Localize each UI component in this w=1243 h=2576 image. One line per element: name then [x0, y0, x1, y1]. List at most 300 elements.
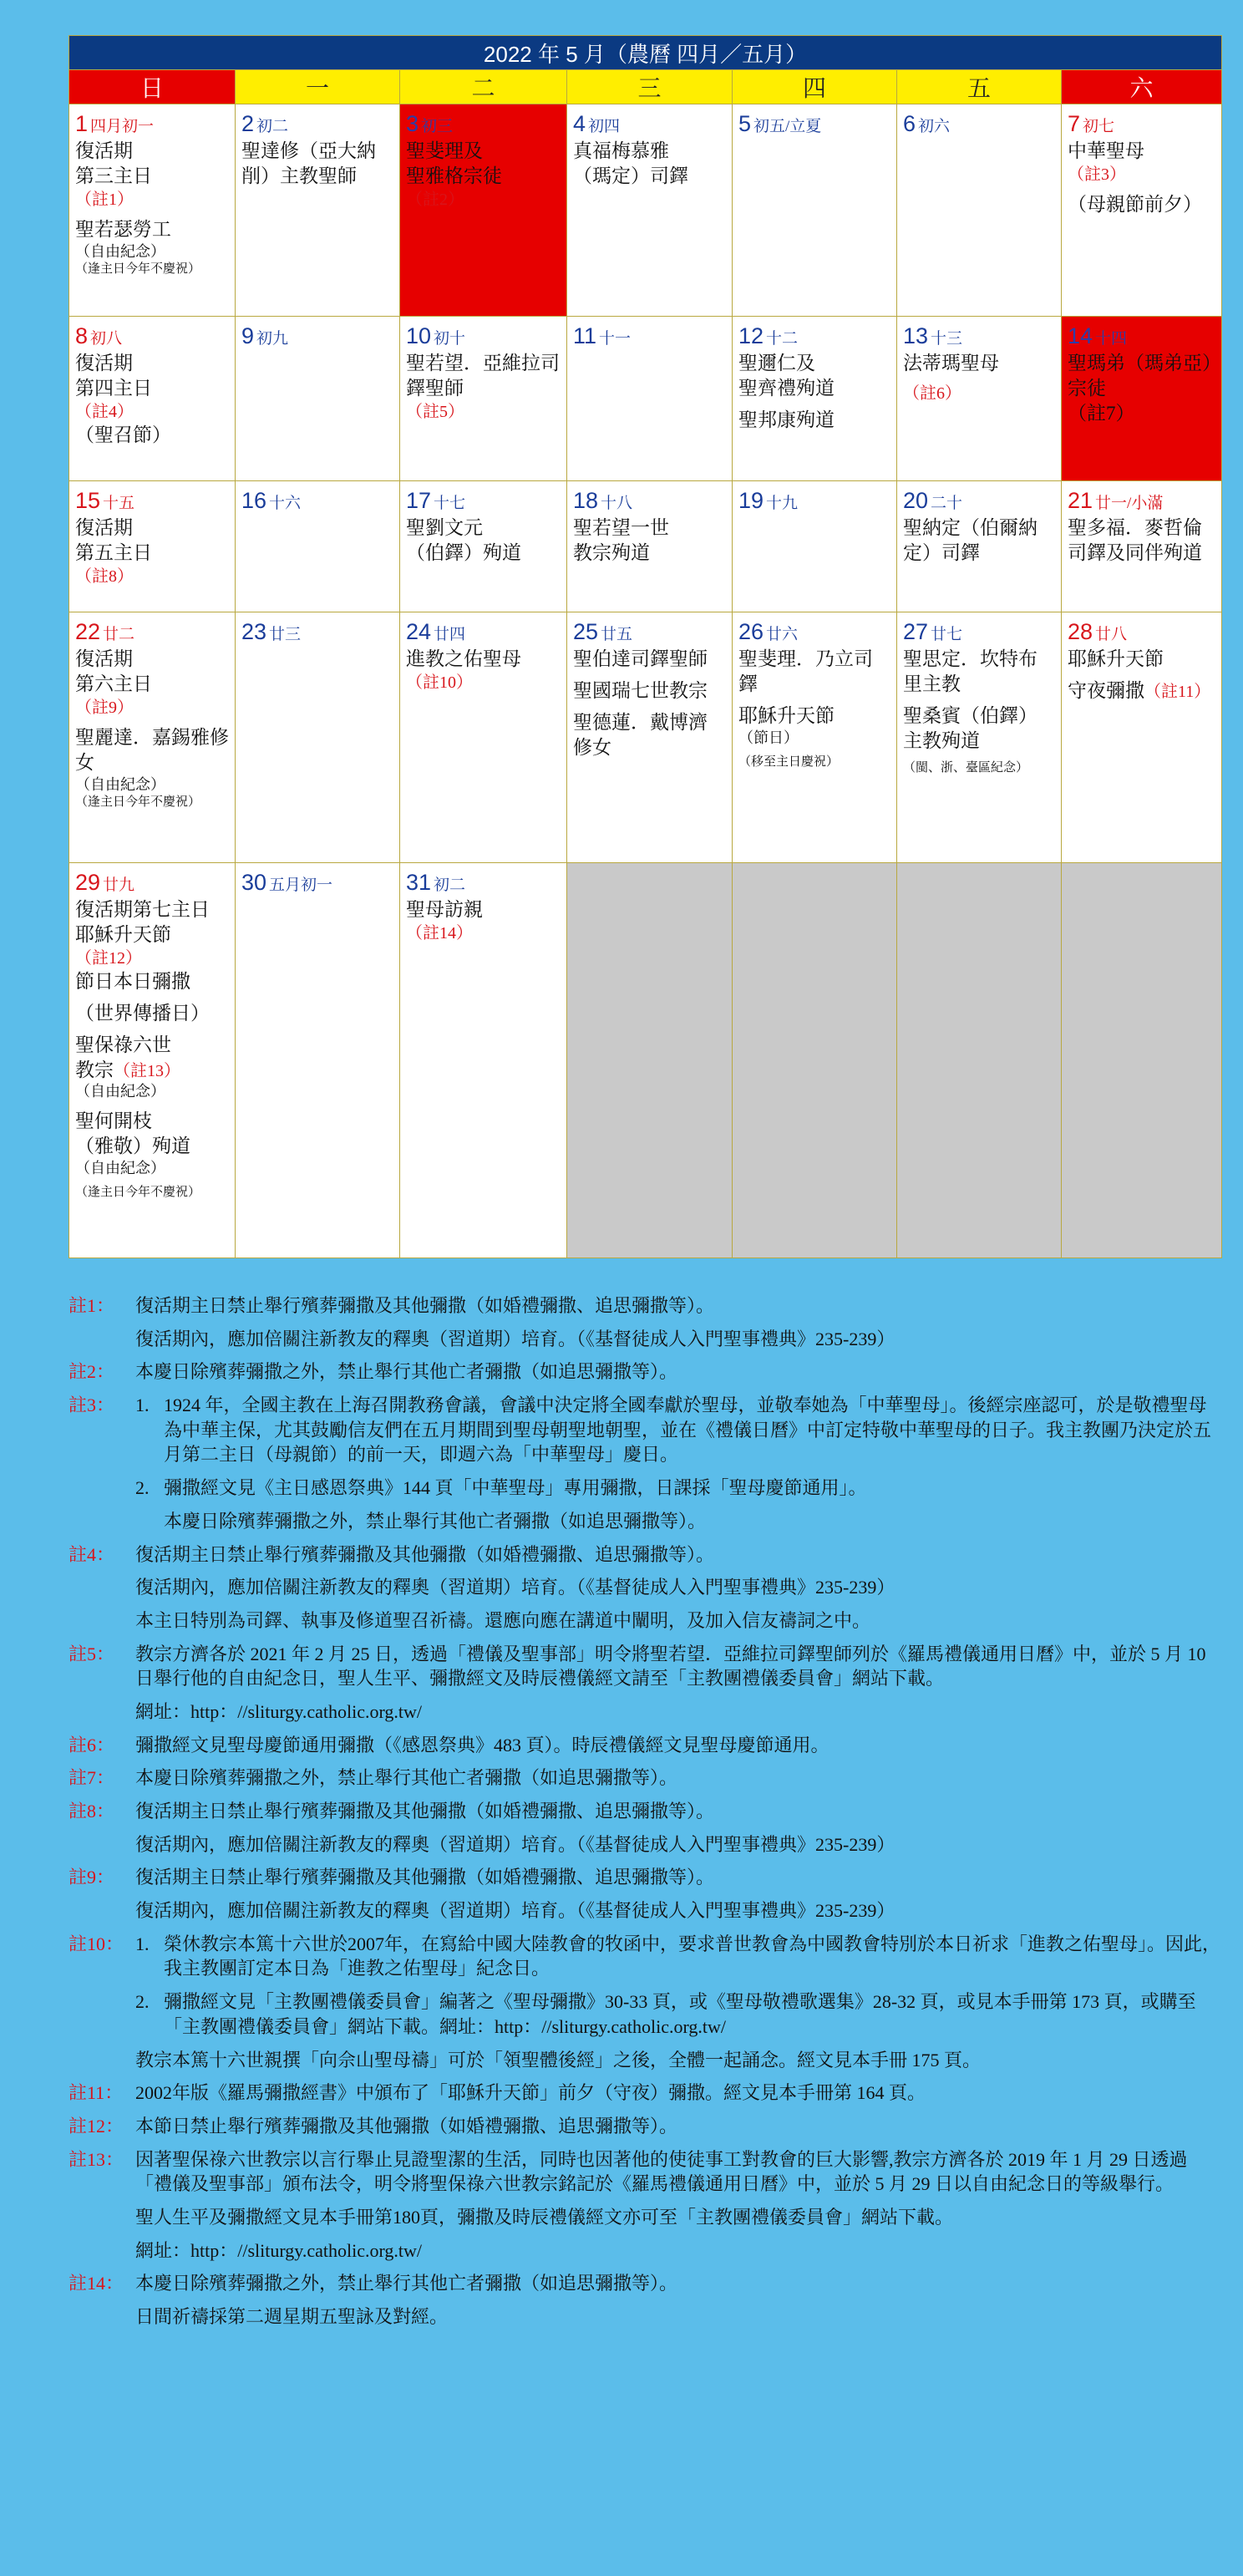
day-event: 耶穌升天節	[1068, 648, 1164, 670]
day-event: 聖邦康殉道	[738, 409, 835, 430]
footnote-text: 2002年版《羅馬彌撒經書》中頒布了「耶穌升天節」前夕（守夜）彌撒。經文見本手冊第 164 頁。	[135, 2082, 926, 2104]
day-event: （逢主日今年不慶祝）	[75, 262, 201, 277]
day-header	[406, 322, 561, 351]
day-number: 30	[241, 870, 267, 895]
lunar-date: 十九	[766, 495, 799, 512]
day-event: （自由紀念）	[75, 1159, 165, 1176]
day-event: 第四主日	[75, 377, 152, 399]
footnote-subitem-body	[164, 1393, 1221, 1467]
footnote-ref: （註9）	[75, 698, 134, 717]
day-number: 3	[406, 111, 419, 136]
weekday-header-cell: 日	[69, 70, 236, 104]
day-event: （移至主日慶祝）	[738, 755, 840, 770]
lunar-date: 十四	[1095, 330, 1128, 348]
footnote-subitem-body	[164, 1476, 1221, 1533]
day-header	[1068, 486, 1215, 516]
calendar-day-cell	[400, 317, 567, 481]
lunar-date: 初二	[434, 876, 466, 894]
footnote-text: 聖人生平及彌撒經文見本手冊第180頁，彌撒及時辰禮儀經文亦可至「主教團禮儀委員會」網站下載。	[135, 2206, 954, 2228]
footnote-subitem-number: 2.	[135, 1991, 150, 2013]
footnote-text: 本主日特別為司鐸、執事及修道聖召祈禱。還應向應在講道中闡明，及加入信友禱詞之中。	[135, 1609, 871, 1631]
day-header	[573, 486, 726, 516]
day-event: 聖若瑟勞工	[75, 218, 171, 240]
footnote	[68, 2114, 1221, 2139]
day-number: 15	[75, 488, 101, 513]
footnote	[68, 1865, 1221, 1923]
day-number: 26	[738, 619, 764, 644]
day-header	[75, 486, 229, 516]
day-event: 真福梅慕雅	[573, 140, 669, 162]
day-event: 第五主日	[75, 541, 152, 563]
lunar-date: 廿五	[601, 626, 633, 643]
calendar-empty-cell	[733, 863, 897, 1258]
footnote-text: 復活期內，應加倍關注新教友的釋奧（習道期）培育。（《基督徒成人入門聖事禮典》235-239）	[135, 1577, 895, 1598]
footnote-text: 復活期主日禁止舉行殯葬彌撒及其他彌撒（如婚禮彌撒、追思彌撒等）。	[135, 1543, 715, 1565]
lunar-date: 十五	[103, 495, 135, 512]
weekday-header-cell: 三	[567, 70, 733, 104]
day-number: 24	[406, 619, 432, 644]
calendar-week-row	[69, 481, 1222, 612]
day-number: 21	[1068, 488, 1093, 513]
day-event: 法蒂瑪聖母	[903, 353, 999, 374]
calendar-day-cell	[733, 317, 897, 481]
day-event: 聖國瑞七世教宗	[573, 679, 708, 701]
footnote-subitem-body	[164, 1989, 1221, 2039]
day-number: 18	[573, 488, 599, 513]
day-header	[573, 617, 726, 647]
footnote-text: 彌撒經文見「主教團禮儀委員會」編著之《聖母彌撒》30-33 頁，或《聖母敬禮歌選集》28-32 頁，或見本手冊第 173 頁，或購至「主教團禮儀委員會」網站下載。網址：http：//sliturgy.catholic.org.tw/	[164, 1991, 1196, 2037]
footnote-body	[135, 1865, 1221, 1923]
day-header	[241, 322, 393, 351]
day-event: （逢主日今年不慶祝）	[75, 1186, 201, 1199]
calendar-day-cell	[69, 863, 236, 1258]
footnote-body	[135, 1766, 1221, 1791]
lunar-date: 廿七	[931, 626, 963, 643]
footnote-label: 註1：	[68, 1295, 115, 1316]
lunar-date: 廿九	[103, 876, 135, 894]
calendar-day-cell	[897, 612, 1062, 863]
weekday-header-cell: 六	[1062, 70, 1222, 104]
footnote-body	[135, 1642, 1221, 1725]
day-event: 聖若望一世	[573, 517, 669, 539]
day-header	[241, 109, 393, 139]
footnote-text: 1924 年，全國主教在上海召開教務會議，會議中決定將全國奉獻於聖母，並敬奉她為「中華聖母」。後經宗座認可，於是敬禮聖母為中華主保，尤其鼓勵信友們在五月期間到聖母朝聖地朝聖，並在《禮儀日曆》中訂定特敬中華聖母的日子。我主教團乃決定於五月第二主日（母親節）的前一天，即週六為「中華聖母」慶日。	[164, 1395, 1212, 1466]
footnote-text: 本慶日除殯葬彌撒之外，禁止舉行其他亡者彌撒（如追思彌撒等）。	[135, 2273, 678, 2294]
footnote-ref: （註8）	[75, 567, 134, 586]
footnote-label: 註10：	[68, 1933, 124, 1954]
day-header	[75, 322, 229, 351]
day-header	[1068, 322, 1215, 351]
footnote-label: 註4：	[68, 1543, 115, 1565]
footnote-ref: （註3）	[1068, 165, 1126, 184]
footnote-ref: （註5）	[406, 402, 464, 421]
footnote-label: 註11：	[68, 2082, 124, 2104]
calendar-day-cell	[1062, 612, 1222, 863]
footnote-text: 本慶日除殯葬彌撒之外，禁止舉行其他亡者彌撒（如追思彌撒等）。	[135, 1361, 678, 1383]
day-number: 9	[241, 323, 255, 348]
day-number: 17	[406, 488, 432, 513]
footnote-text: 復活期內，應加倍關注新教友的釋奧（習道期）培育。（《基督徒成人入門聖事禮典》235-239）	[135, 1833, 895, 1855]
footnote-subitem	[135, 1989, 1221, 2039]
day-event: 聖麗達．嘉錫雅修女	[75, 726, 229, 773]
day-number: 28	[1068, 619, 1093, 644]
day-number: 4	[573, 111, 586, 136]
lunar-date: 廿八	[1095, 626, 1128, 643]
footnote	[68, 2147, 1221, 2264]
footnote-text: 復活期內，應加倍關注新教友的釋奧（習道期）培育。（《基督徒成人入門聖事禮典》235-239）	[135, 1328, 895, 1349]
weekday-header-cell: 五	[897, 70, 1062, 104]
lunar-date: 四月初一	[90, 118, 155, 135]
day-event: 聖納定（伯爾納定）司鐸	[903, 517, 1038, 563]
day-event: 第三主日	[75, 165, 152, 186]
day-number: 13	[903, 323, 929, 348]
footnote-subitem-number: 1.	[135, 1933, 150, 1954]
footnote-label: 註5：	[68, 1643, 115, 1664]
lunar-date: 初十	[434, 330, 466, 348]
footnote-body	[135, 1359, 1221, 1385]
day-number: 25	[573, 619, 599, 644]
footnote-ref: （註4）	[75, 402, 134, 421]
day-event	[75, 1058, 229, 1083]
day-header	[738, 486, 890, 516]
footnote-text: 本節日禁止舉行殯葬彌撒及其他彌撒（如婚禮彌撒、追思彌撒等）。	[135, 2115, 678, 2137]
day-event: 聖雅格宗徒	[406, 165, 502, 186]
day-event: 聖德蓮．戴博濟修女	[573, 711, 708, 758]
footnote-text: 網址：http：//sliturgy.catholic.org.tw/	[135, 1700, 423, 1722]
calendar-day-cell	[1062, 104, 1222, 317]
footnote	[68, 1293, 1221, 1351]
calendar-day-cell	[69, 612, 236, 863]
calendar-day-cell	[400, 104, 567, 317]
calendar-body	[69, 104, 1222, 1258]
day-number: 2	[241, 111, 255, 136]
footnote	[68, 1642, 1221, 1725]
day-event: （世界傳播日）	[75, 1002, 210, 1024]
footnote-ref: （註1）	[75, 190, 134, 209]
day-number: 7	[1068, 111, 1081, 136]
footnote-text: 復活期主日禁止舉行殯葬彌撒及其他彌撒（如婚禮彌撒、追思彌撒等）。	[135, 1295, 715, 1316]
calendar-day-cell	[400, 863, 567, 1258]
day-header	[406, 486, 561, 516]
footnote-label: 註2：	[68, 1361, 115, 1383]
footnote-ref: （註12）	[75, 948, 142, 968]
day-event: 聖母訪親	[406, 899, 483, 921]
footnote	[68, 1766, 1221, 1791]
calendar-day-cell	[236, 481, 400, 612]
day-number: 11	[573, 323, 597, 348]
calendar-day-cell	[400, 612, 567, 863]
day-event: （節日）	[738, 729, 799, 746]
footnote	[68, 1393, 1221, 1533]
footnote-body	[135, 2114, 1221, 2139]
day-header	[241, 486, 393, 516]
day-event: 聖桑賓（伯鐸）主教殉道	[903, 704, 1038, 751]
day-event: 聖何開枝	[75, 1110, 152, 1131]
footnote-body	[135, 1932, 1221, 2072]
footnote-ref: （註14）	[406, 923, 473, 943]
day-event: （伯鐸）殉道	[406, 541, 521, 563]
footnote-subitem	[135, 1932, 1221, 1981]
footnote-text: 網址：http：//sliturgy.catholic.org.tw/	[135, 2239, 423, 2261]
day-header	[406, 617, 561, 647]
calendar-day-cell	[567, 612, 733, 863]
footnote-ref: （註6）	[903, 384, 961, 403]
day-event: 聖斐理及	[406, 140, 483, 162]
calendar-day-cell	[236, 317, 400, 481]
day-event: 復活期	[75, 517, 133, 539]
calendar-day-cell	[567, 104, 733, 317]
day-header	[1068, 617, 1215, 647]
calendar-week-row	[69, 104, 1222, 317]
footnote-label: 註9：	[68, 1867, 115, 1888]
footnote-text: 教宗方濟各於 2021 年 2 月 25 日，透過「禮儀及聖事部」明令將聖若望．亞維拉司鐸聖師列於《羅馬禮儀通用日曆》中，並於 5 月 10 日舉行他的自由紀念日，聖人生平、彌撒經文及時辰禮儀經文請至「主教團禮儀委員會」網站下載。	[135, 1643, 1206, 1689]
footnote-body	[135, 1799, 1221, 1857]
day-event: 復活期第七主日	[75, 899, 210, 921]
footnote-subitem	[135, 1476, 1221, 1533]
lunar-date: 五月初一	[269, 876, 333, 894]
footnote	[68, 1359, 1221, 1385]
day-event: （註7）	[1068, 402, 1135, 424]
day-event: （瑪定）司鐸	[573, 165, 688, 186]
day-event: 聖斐理．乃立司鐸	[738, 648, 873, 694]
day-header	[241, 868, 393, 897]
calendar-day-cell	[897, 104, 1062, 317]
calendar-day-cell	[733, 612, 897, 863]
day-event: （閩、浙、臺區紀念）	[903, 760, 1029, 775]
footnote-body	[135, 1733, 1221, 1758]
day-number: 14	[1068, 323, 1093, 348]
calendar-week-row	[69, 612, 1222, 863]
day-header	[738, 109, 890, 139]
footnote	[68, 2081, 1221, 2106]
day-number: 10	[406, 323, 432, 348]
day-event: 復活期	[75, 648, 133, 670]
day-header	[75, 109, 229, 139]
day-event: （自由紀念）	[75, 1083, 165, 1100]
calendar-day-cell	[1062, 317, 1222, 481]
footnote-body	[135, 2271, 1221, 2329]
day-event: 復活期	[75, 353, 133, 374]
footnote-label: 註8：	[68, 1801, 115, 1821]
lunar-date: 初六	[918, 118, 951, 135]
day-header	[738, 322, 890, 351]
calendar-day-cell	[567, 317, 733, 481]
day-header	[738, 617, 890, 647]
footnote-text: 教宗本篤十六世親撰「向佘山聖母禱」可於「領聖體後經」之後，全體一起誦念。經文見本手冊 175 頁。	[135, 2049, 982, 2070]
footnote-text: 復活期主日禁止舉行殯葬彌撒及其他彌撒（如婚禮彌撒、追思彌撒等）。	[135, 1801, 715, 1821]
footnote-ref: （註11）	[1144, 682, 1211, 701]
footnote-label: 註14：	[68, 2273, 124, 2294]
lunar-date: 初八	[90, 330, 123, 348]
footnote-text: 復活期內，應加倍關注新教友的釋奧（習道期）培育。（《基督徒成人入門聖事禮典》235-239）	[135, 1900, 895, 1922]
calendar-empty-cell	[897, 863, 1062, 1258]
calendar-day-cell	[236, 104, 400, 317]
day-header	[573, 109, 726, 139]
day-event: 聖保祿六世	[75, 1034, 171, 1055]
lunar-date: 十六	[269, 495, 302, 512]
day-event: 聖劉文元	[406, 517, 483, 539]
footnote-ref: （註2）	[406, 190, 464, 209]
day-event: 聖齊禮殉道	[738, 377, 835, 399]
lunar-date: 初二	[256, 118, 289, 135]
day-event: 聖多福．麥哲倫司鐸及同伴殉道	[1068, 517, 1202, 563]
calendar-day-cell	[69, 104, 236, 317]
lunar-date: 初七	[1083, 118, 1115, 135]
footnote-label: 註3：	[68, 1395, 115, 1416]
footnote	[68, 1733, 1221, 1758]
day-header	[903, 617, 1055, 647]
day-event: 聖瑪弟（瑪弟亞）宗徒	[1068, 353, 1212, 399]
footnote-body	[135, 1293, 1221, 1351]
calendar-day-cell	[897, 317, 1062, 481]
lunar-date: 廿四	[434, 626, 466, 643]
lunar-date: 十八	[601, 495, 633, 512]
day-event: 耶穌升天節	[738, 704, 835, 726]
day-number: 6	[903, 111, 916, 136]
day-event: （母親節前夕）	[1068, 193, 1202, 215]
lunar-date: 初五/立夏	[753, 118, 822, 135]
day-event: （自由紀念）	[75, 775, 165, 793]
day-header	[573, 322, 726, 351]
calendar-day-cell	[236, 863, 400, 1258]
calendar-title: 2022 年 5 月（農曆 四月／五月）	[69, 36, 1222, 70]
day-header	[406, 109, 561, 139]
day-event: 中華聖母	[1068, 140, 1144, 162]
day-event: 聖若望．亞維拉司鐸聖師	[406, 353, 560, 399]
footnote-text: 榮休教宗本篤十六世於2007年，在寫給中國大陸教會的牧函中，要求普世教會為中國教會特別於本日祈求「進教之佑聖母」。因此，我主教團訂定本日為「進教之佑聖母」紀念日。	[164, 1933, 1221, 1979]
weekday-header-cell: 四	[733, 70, 897, 104]
day-header	[903, 322, 1055, 351]
day-number: 12	[738, 323, 764, 348]
day-event: 節日本日彌撒	[75, 970, 190, 992]
footnote-text: 日間祈禱採第二週星期五聖詠及對經。	[135, 2306, 449, 2327]
day-number: 1	[75, 111, 89, 136]
day-number: 5	[738, 111, 752, 136]
weekday-header-cell: 二	[400, 70, 567, 104]
calendar-day-cell	[69, 317, 236, 481]
lunar-date: 二十	[931, 495, 963, 512]
lunar-date: 廿一/小滿	[1095, 495, 1164, 512]
footnote-text: 本慶日除殯葬彌撒之外，禁止舉行其他亡者彌撒（如追思彌撒等）。	[135, 1767, 678, 1789]
day-event-text: 守夜彌撒	[1068, 679, 1144, 701]
footnote	[68, 1932, 1221, 2072]
footnote-text: 本慶日除殯葬彌撒之外，禁止舉行其他亡者彌撒（如追思彌撒等）。	[164, 1510, 707, 1532]
lunar-date: 十三	[931, 330, 963, 348]
day-header	[75, 617, 229, 647]
day-event: 耶穌升天節	[75, 923, 171, 945]
lunar-date: 初四	[588, 118, 621, 135]
footnote-text: 彌撒經文見聖母慶節通用彌撒（《感恩祭典》483 頁）。時辰禮儀經文見聖母慶節通用。	[135, 1734, 830, 1755]
day-number: 20	[903, 488, 929, 513]
lunar-date: 初三	[421, 118, 454, 135]
footnotes	[68, 1293, 1221, 2338]
footnote-text: 因著聖保祿六世教宗以言行舉止見證聖潔的生活，同時也因著他的使徒事工對教會的巨大影響,教宗方濟各於 2019 年 1 月 29 日透過「禮儀及聖事部」頒布法令，明令將聖保祿六世教宗銘記於《羅馬禮儀通用日曆》中，並於 5 月 29 日以自由紀念日的等級舉行。	[135, 2148, 1188, 2195]
day-number: 31	[406, 870, 432, 895]
footnote-label: 註13：	[68, 2148, 124, 2170]
calendar-empty-cell	[1062, 863, 1222, 1258]
calendar-day-cell	[567, 481, 733, 612]
footnote	[68, 2271, 1221, 2329]
calendar-week-row	[69, 317, 1222, 481]
day-event: 第六主日	[75, 673, 152, 694]
lunar-date: 十二	[766, 330, 799, 348]
calendar-day-cell	[897, 481, 1062, 612]
calendar-day-cell	[69, 481, 236, 612]
day-header	[241, 617, 393, 647]
calendar-day-cell	[1062, 481, 1222, 612]
lunar-date: 十一	[599, 330, 632, 348]
calendar-day-cell	[733, 104, 897, 317]
day-event	[1068, 678, 1215, 704]
day-header	[903, 109, 1055, 139]
footnote-subitem-number: 2.	[135, 1477, 150, 1499]
day-header	[903, 486, 1055, 516]
calendar-day-cell	[400, 481, 567, 612]
day-event: 復活期	[75, 140, 133, 162]
calendar-empty-cell	[567, 863, 733, 1258]
lunar-date: 廿三	[269, 626, 302, 643]
lunar-date: 廿二	[103, 626, 135, 643]
day-number: 29	[75, 870, 101, 895]
footnote-body	[135, 1393, 1221, 1533]
footnote-label: 註6：	[68, 1734, 115, 1755]
day-event: （逢主日今年不慶祝）	[75, 795, 201, 810]
weekday-header	[69, 70, 1222, 104]
footnote-subitem	[135, 1393, 1221, 1467]
footnote-body	[135, 2147, 1221, 2264]
calendar-week-row	[69, 863, 1222, 1258]
lunar-date: 初九	[256, 330, 289, 348]
day-header	[1068, 109, 1215, 139]
footnote-text: 復活期主日禁止舉行殯葬彌撒及其他彌撒（如婚禮彌撒、追思彌撒等）。	[135, 1867, 715, 1888]
day-event: 聖伯達司鐸聖師	[573, 648, 708, 670]
footnote-label: 註7：	[68, 1767, 115, 1789]
day-number: 8	[75, 323, 89, 348]
footnote-ref: （註10）	[406, 673, 473, 692]
day-number: 23	[241, 619, 267, 644]
footnote-text: 彌撒經文見《主日感恩祭典》144 頁「中華聖母」專用彌撒，日課採「聖母慶節通用」。	[164, 1477, 867, 1499]
calendar-day-cell	[236, 612, 400, 863]
day-event-text: 教宗	[75, 1059, 114, 1080]
lunar-date: 廿六	[766, 626, 799, 643]
day-event: 聖達修（亞大納削）主教聖師	[241, 140, 376, 186]
footnote-ref: （註13）	[114, 1061, 180, 1080]
day-header	[406, 868, 561, 897]
footnote	[68, 1799, 1221, 1857]
day-event: 教宗殉道	[573, 541, 650, 563]
day-number: 22	[75, 619, 101, 644]
footnote-body	[135, 2081, 1221, 2106]
footnote	[68, 1542, 1221, 1633]
day-event: （聖召節）	[75, 424, 171, 445]
day-event: （雅敬）殉道	[75, 1135, 190, 1156]
day-number: 19	[738, 488, 764, 513]
footnote-subitem-number: 1.	[135, 1395, 150, 1416]
day-number: 16	[241, 488, 267, 513]
footnote-subitem-body	[164, 1932, 1221, 1981]
footnote-body	[135, 1542, 1221, 1633]
day-event: （自由紀念）	[75, 242, 165, 260]
footnote-label: 註12：	[68, 2115, 124, 2137]
calendar-day-cell	[733, 481, 897, 612]
lunar-date: 十七	[434, 495, 466, 512]
calendar-table	[68, 35, 1222, 1258]
day-header	[75, 868, 229, 897]
day-event: 聖邇仁及	[738, 353, 815, 374]
day-event: 聖思定．坎特布里主教	[903, 648, 1038, 694]
weekday-header-cell: 一	[236, 70, 400, 104]
day-number: 27	[903, 619, 929, 644]
